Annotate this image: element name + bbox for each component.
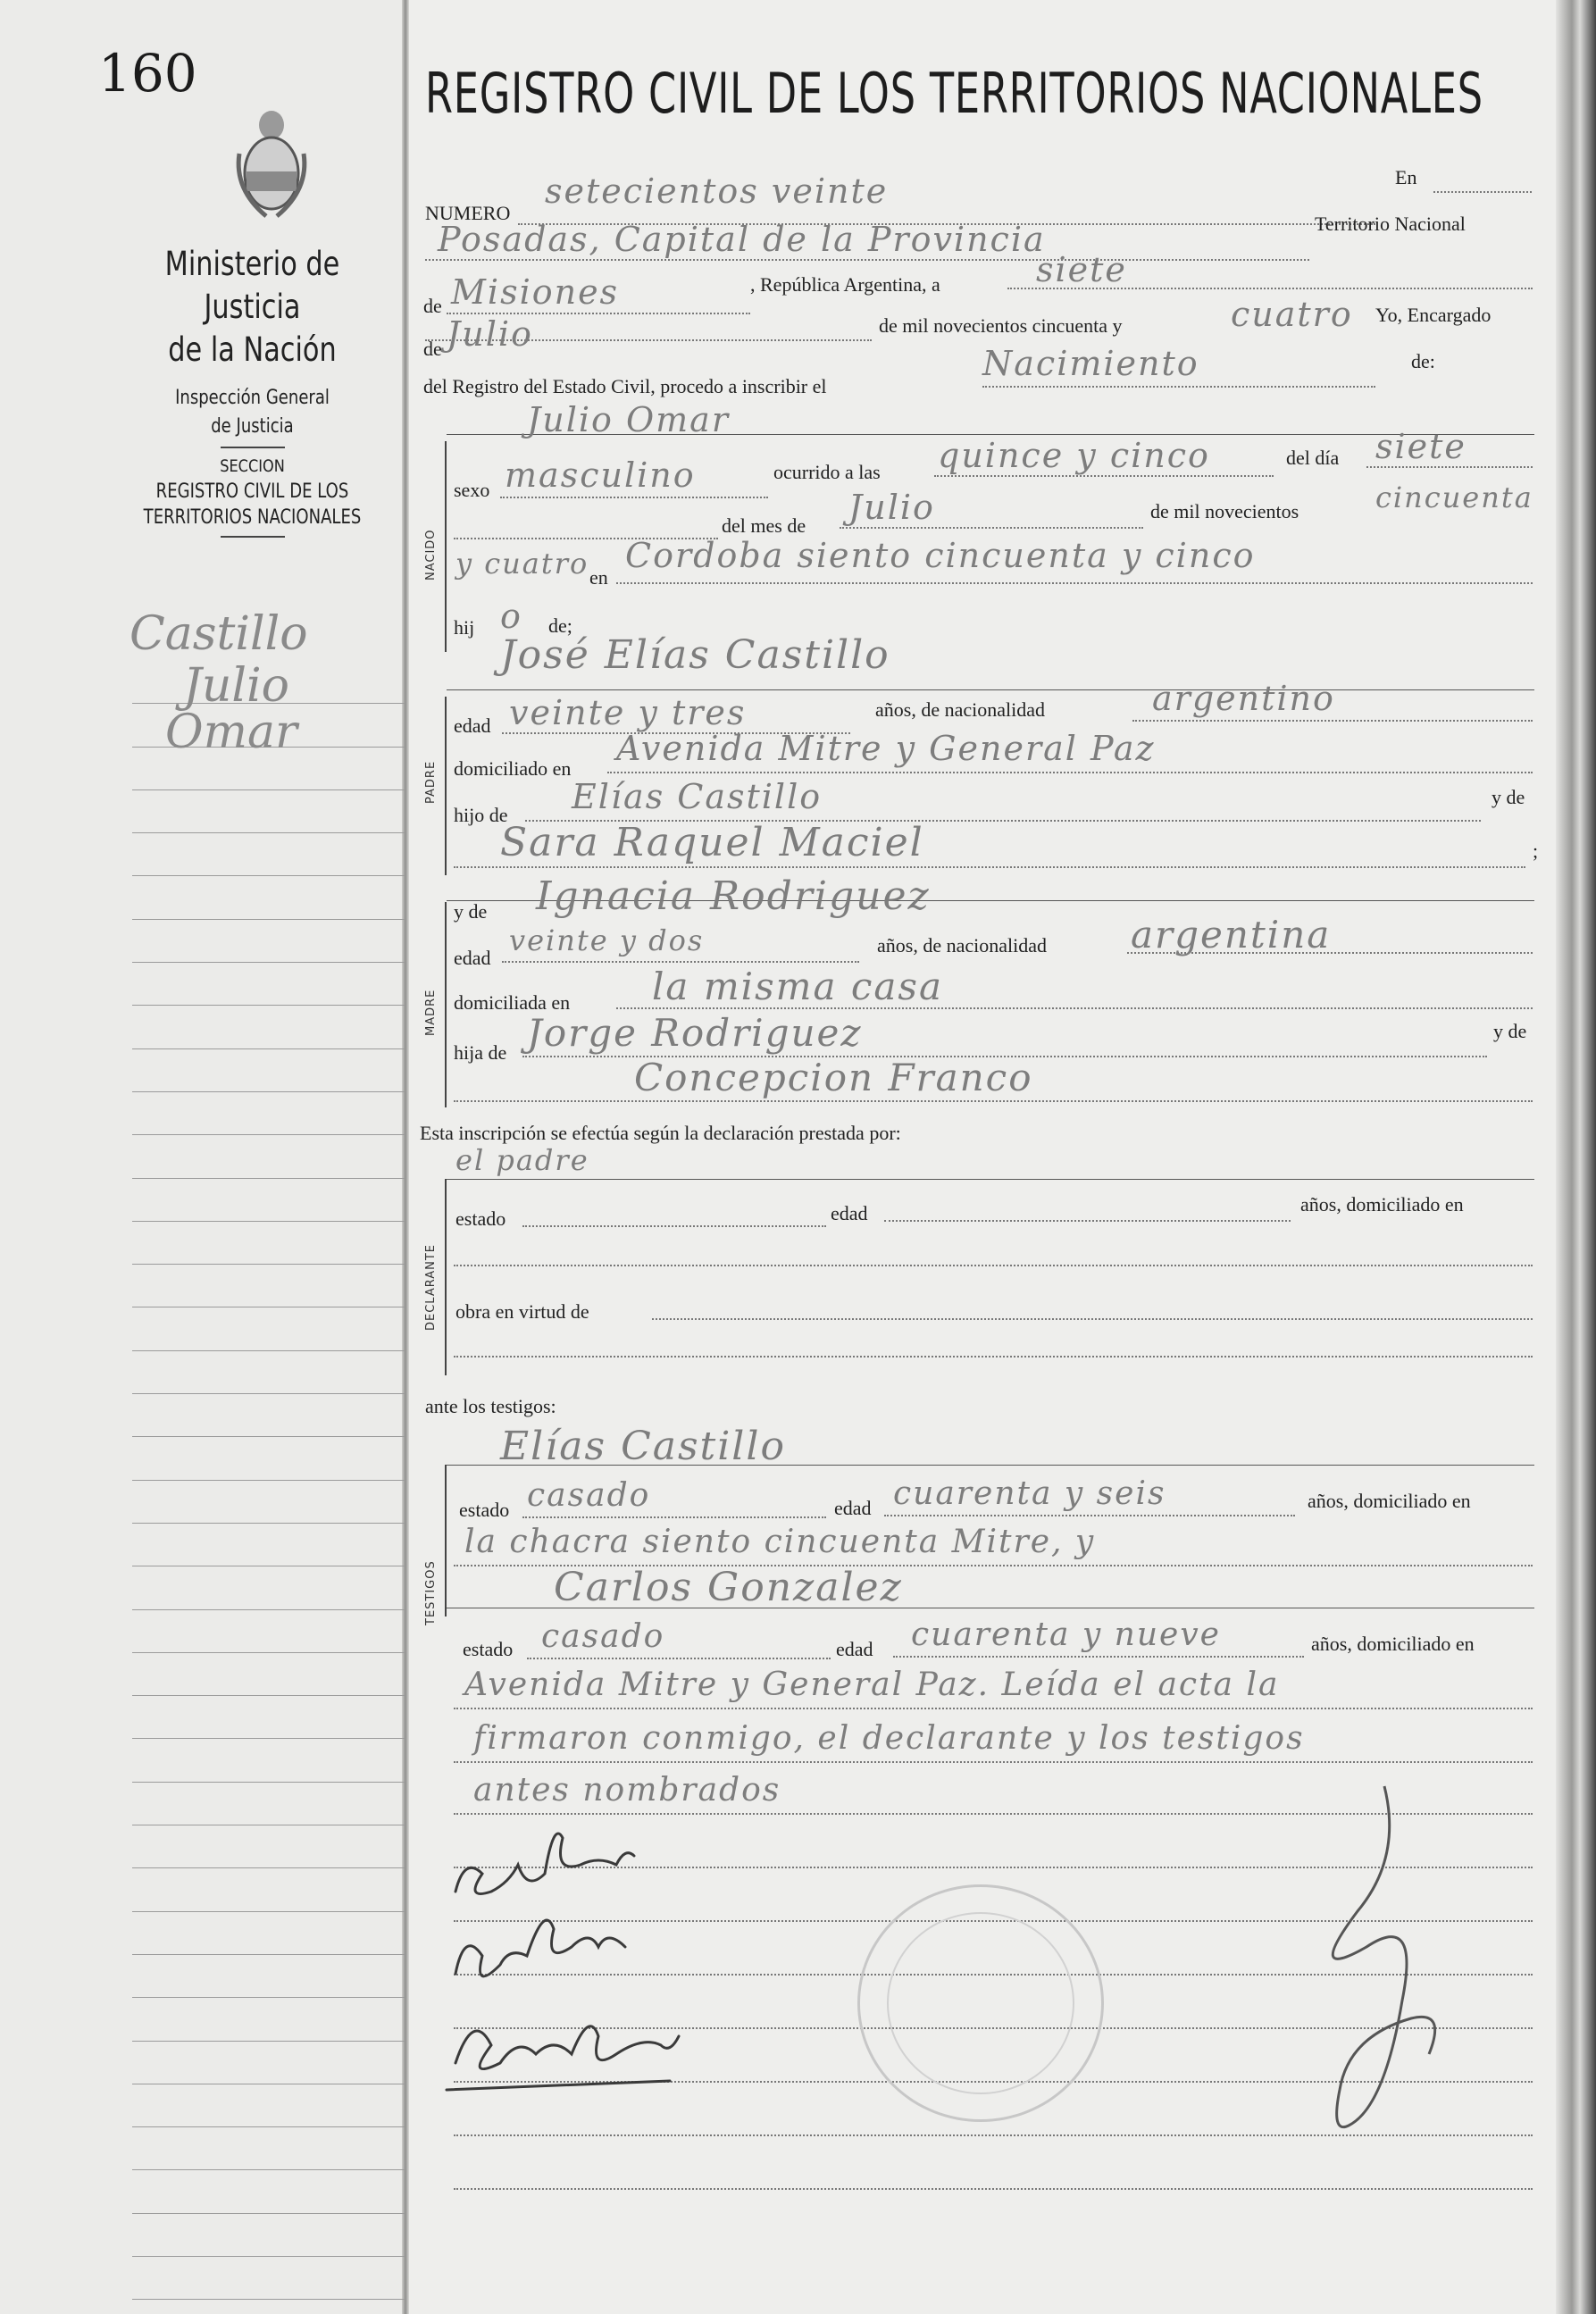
declaration-label: Esta inscripción se efectúa según la declaración prestada por: bbox=[420, 1122, 901, 1144]
margin-ruled-line bbox=[132, 1135, 405, 1178]
margin-ruled-line bbox=[132, 2042, 405, 2084]
section-label: SECCION bbox=[220, 456, 285, 476]
mother-father: Jorge Rodriguez bbox=[527, 1011, 863, 1055]
witness1-address: la chacra siento cincuenta Mitre, y bbox=[464, 1524, 1096, 1560]
birth-place-value: Cordoba siento cincuenta y cinco bbox=[625, 536, 1256, 575]
margin-ruled-line bbox=[132, 790, 405, 833]
fill-line bbox=[884, 1515, 1295, 1516]
page-edge bbox=[1556, 0, 1596, 2314]
margin-ruled-line bbox=[132, 833, 405, 876]
father-age: veinte y tres bbox=[509, 693, 747, 732]
margin-ruled-line bbox=[132, 2170, 405, 2213]
fill-line bbox=[934, 475, 1274, 477]
fill-line bbox=[454, 1100, 1533, 1102]
testigos-bracket bbox=[445, 1465, 447, 1616]
month-value: Julio bbox=[447, 314, 533, 354]
year-text-label: de mil novecientos cincuenta y bbox=[879, 314, 1123, 337]
ministry-header bbox=[103, 243, 402, 543]
margin-ruled-line bbox=[132, 1049, 405, 1092]
registrar-signature-image bbox=[1268, 1768, 1447, 2143]
margin-ruled-line bbox=[132, 1783, 405, 1825]
mother-mother: Concepcion Franco bbox=[634, 1056, 1033, 1099]
madre-side-label: MADRE bbox=[424, 989, 438, 1036]
en-label: En bbox=[1395, 166, 1417, 188]
margin-ruled-line bbox=[132, 1351, 405, 1394]
fill-line bbox=[454, 2188, 1533, 2190]
de-label-2: de bbox=[423, 338, 442, 360]
registro-label: del Registro del Estado Civil, procedo a inscribir el bbox=[423, 375, 827, 397]
margin-ruled-line bbox=[132, 1912, 405, 1955]
declarante-bracket bbox=[445, 1179, 447, 1375]
inspection-name: Inspección General bbox=[175, 387, 330, 409]
divider bbox=[221, 447, 285, 448]
nacionalidad-label-2: años, de nacionalidad bbox=[877, 934, 1047, 957]
ministry-name: Ministerio de Justicia bbox=[164, 245, 340, 326]
witness1-name: Elías Castillo bbox=[500, 1424, 786, 1469]
margin-ruled-line bbox=[132, 1998, 405, 2041]
margin-ruled-line bbox=[132, 876, 405, 919]
father-father: Elías Castillo bbox=[572, 777, 823, 816]
fill-line bbox=[454, 1761, 1533, 1763]
fill-line bbox=[616, 582, 1533, 584]
testigos-side-label: TESTIGOS bbox=[424, 1560, 438, 1625]
y-de-label: y de bbox=[1492, 786, 1525, 808]
anos-domiciliado-label-3: años, domiciliado en bbox=[1311, 1633, 1475, 1655]
witness1-age: cuarenta y seis bbox=[893, 1475, 1166, 1512]
edad-label-3: edad bbox=[831, 1202, 868, 1224]
fill-line bbox=[1366, 466, 1533, 468]
section-name: REGISTRO CIVIL DE LOS bbox=[155, 480, 349, 503]
margin-ruled-line bbox=[132, 2084, 405, 2127]
witness1-estado: casado bbox=[527, 1477, 651, 1514]
margin-note-name: Julio bbox=[183, 659, 289, 713]
fill-line bbox=[607, 772, 1533, 773]
margin-ruled-line bbox=[132, 1481, 405, 1524]
padre-bracket bbox=[445, 697, 447, 875]
declarant-value: el padre bbox=[455, 1143, 589, 1177]
fill-line bbox=[840, 527, 1143, 529]
mother-address: la misma casa bbox=[652, 965, 944, 1008]
margin-ruled-line bbox=[132, 1437, 405, 1480]
del-dia-label: del día bbox=[1286, 447, 1340, 469]
de-semicolon-label: de; bbox=[548, 614, 572, 637]
margin-ruled-line bbox=[132, 920, 405, 963]
fill-line bbox=[500, 497, 768, 498]
fill-line bbox=[522, 1225, 826, 1227]
margin-ruled-line bbox=[132, 1092, 405, 1135]
margin-note-name-2: Omar bbox=[165, 706, 297, 759]
national-seal-icon bbox=[230, 100, 313, 225]
birth-day-value: siete bbox=[1375, 427, 1466, 466]
birth-year-value: cincuenta bbox=[1375, 480, 1533, 514]
obra-label: obra en virtud de bbox=[455, 1300, 589, 1323]
ocurrido-label: ocurrido a las bbox=[773, 461, 881, 483]
margin-ruled-line bbox=[132, 2214, 405, 2257]
fill-line bbox=[454, 1708, 1533, 1709]
sexo-label: sexo bbox=[454, 479, 490, 501]
fill-line bbox=[1132, 720, 1533, 722]
place-value: Posadas, Capital de la Provincia bbox=[438, 220, 1046, 259]
domiciliada-label: domiciliada en bbox=[454, 991, 571, 1014]
anos-domiciliado-label-2: años, domiciliado en bbox=[1308, 1490, 1471, 1512]
child-name: Julio Omar bbox=[527, 400, 730, 439]
margin-ruled-line bbox=[132, 1868, 405, 1911]
margin-ruled-line bbox=[132, 1610, 405, 1653]
fill-line bbox=[527, 1658, 831, 1659]
territorio-label: Territorio Nacional bbox=[1315, 213, 1466, 235]
nacido-side-label: NACIDO bbox=[424, 529, 438, 581]
y-de-label-3: y de bbox=[1493, 1020, 1527, 1042]
official-stamp bbox=[857, 1884, 1104, 2122]
hour-value: quince y cinco bbox=[938, 436, 1210, 475]
mil-label: de mil novecientos bbox=[1150, 500, 1299, 522]
father-mother: Sara Raquel Maciel bbox=[500, 820, 924, 865]
birth-year-value-2: y cuatro bbox=[455, 547, 589, 581]
republica-label: , República Argentina, a bbox=[750, 273, 940, 296]
section-name-2: TERRITORIOS NACIONALES bbox=[143, 506, 362, 529]
margin-ruled-line bbox=[132, 1739, 405, 1782]
hijo-de-label: hijo de bbox=[454, 804, 508, 826]
hij-label: hij bbox=[454, 616, 475, 639]
margin-ruled-line bbox=[132, 1394, 405, 1437]
domiciliado-label: domiciliado en bbox=[454, 757, 572, 780]
witness2-age: cuarenta y nueve bbox=[911, 1616, 1221, 1653]
mother-nationality: argentina bbox=[1131, 913, 1332, 957]
mother-age: veinte y dos bbox=[509, 923, 705, 957]
edad-label-5: edad bbox=[836, 1638, 873, 1660]
margin-ruled-line bbox=[132, 1179, 405, 1222]
edad-label-4: edad bbox=[834, 1497, 872, 1519]
margin-note-surname: Castillo bbox=[130, 607, 308, 661]
fill-line bbox=[522, 1516, 826, 1518]
father-name: José Elías Castillo bbox=[500, 632, 890, 678]
numero-label: NUMERO bbox=[425, 202, 511, 224]
day-value: siete bbox=[1036, 250, 1127, 289]
inspection-name-2: de Justicia bbox=[211, 415, 294, 438]
anos-domiciliado-label: años, domiciliado en bbox=[1300, 1193, 1464, 1215]
margin-ruled-line bbox=[132, 2127, 405, 2170]
de-colon-label: de: bbox=[1411, 350, 1435, 372]
folio-number: 160 bbox=[98, 43, 197, 104]
de-label: de bbox=[423, 295, 442, 317]
margin-ruled-lines bbox=[132, 661, 405, 2300]
fill-line bbox=[454, 1265, 1533, 1266]
divider bbox=[221, 536, 285, 538]
section-rule bbox=[447, 689, 1534, 690]
margin-ruled-line bbox=[132, 1696, 405, 1739]
witness2-name: Carlos Gonzalez bbox=[554, 1565, 903, 1610]
fill-line bbox=[502, 961, 859, 963]
semicolon-mark: ; bbox=[1533, 840, 1539, 862]
margin-ruled-line bbox=[132, 1006, 405, 1048]
fill-line bbox=[982, 386, 1375, 388]
margin-ruled-line bbox=[132, 963, 405, 1006]
margin-ruled-line bbox=[132, 1825, 405, 1868]
witness2-address: Avenida Mitre y General Paz. Leída el acta la bbox=[464, 1667, 1280, 1703]
fill-line bbox=[893, 1656, 1304, 1658]
act-value: Nacimiento bbox=[982, 344, 1199, 383]
estado-label-3: estado bbox=[463, 1638, 514, 1660]
encargado-label: Yo, Encargado bbox=[1375, 304, 1492, 326]
closing-line-1: firmaron conmigo, el declarante y los testigos bbox=[473, 1720, 1305, 1757]
y-de-label-2: y de bbox=[454, 900, 488, 923]
madre-bracket bbox=[445, 902, 447, 1107]
declarante-side-label: DECLARANTE bbox=[424, 1243, 438, 1331]
ministry-name-2: de la Nación bbox=[168, 330, 337, 369]
padre-side-label: PADRE bbox=[424, 760, 438, 804]
hija-de-label: hija de bbox=[454, 1041, 507, 1064]
year-value: cuatro bbox=[1231, 295, 1353, 334]
fill-line bbox=[454, 1356, 1533, 1357]
margin-ruled-line bbox=[132, 1307, 405, 1350]
signatures-image bbox=[438, 1822, 723, 2143]
fill-line bbox=[425, 259, 1309, 261]
estado-label-2: estado bbox=[459, 1499, 510, 1521]
fill-line bbox=[652, 1318, 1533, 1320]
nacido-bracket bbox=[445, 441, 447, 652]
section-rule bbox=[447, 1179, 1534, 1180]
mes-label: del mes de bbox=[722, 514, 806, 537]
margin-ruled-line bbox=[132, 1265, 405, 1307]
margin-ruled-line bbox=[132, 1955, 405, 1998]
testigos-label: ante los testigos: bbox=[425, 1395, 556, 1417]
fill-line bbox=[884, 1220, 1291, 1222]
nacionalidad-label: años, de nacionalidad bbox=[875, 698, 1045, 721]
margin-ruled-line bbox=[132, 1222, 405, 1265]
numero-value: setecientos veinte bbox=[545, 171, 889, 211]
father-address: Avenida Mitre y General Paz bbox=[616, 729, 1156, 768]
hij-value: o bbox=[500, 597, 522, 636]
document-title: REGISTRO CIVIL DE LOS TERRITORIOS NACIONALES bbox=[425, 61, 1483, 126]
territory-value: Misiones bbox=[451, 272, 620, 312]
sexo-value: masculino bbox=[505, 455, 696, 495]
estado-label: estado bbox=[455, 1207, 506, 1230]
edad-label: edad bbox=[454, 714, 491, 737]
birth-month-value: Julio bbox=[848, 488, 935, 527]
margin-ruled-line bbox=[132, 1653, 405, 1696]
margin-ruled-line bbox=[132, 2257, 405, 2300]
closing-line-2: antes nombrados bbox=[473, 1772, 781, 1809]
margin-ruled-line bbox=[132, 1524, 405, 1566]
margin-ruled-line bbox=[132, 1566, 405, 1609]
en-label-2: en bbox=[589, 566, 608, 589]
fill-line bbox=[1433, 191, 1532, 193]
edad-label-2: edad bbox=[454, 947, 491, 969]
witness2-estado: casado bbox=[541, 1618, 665, 1655]
father-nationality: argentino bbox=[1152, 679, 1335, 718]
fill-line bbox=[454, 866, 1525, 868]
mother-name: Ignacia Rodriguez bbox=[536, 873, 931, 919]
